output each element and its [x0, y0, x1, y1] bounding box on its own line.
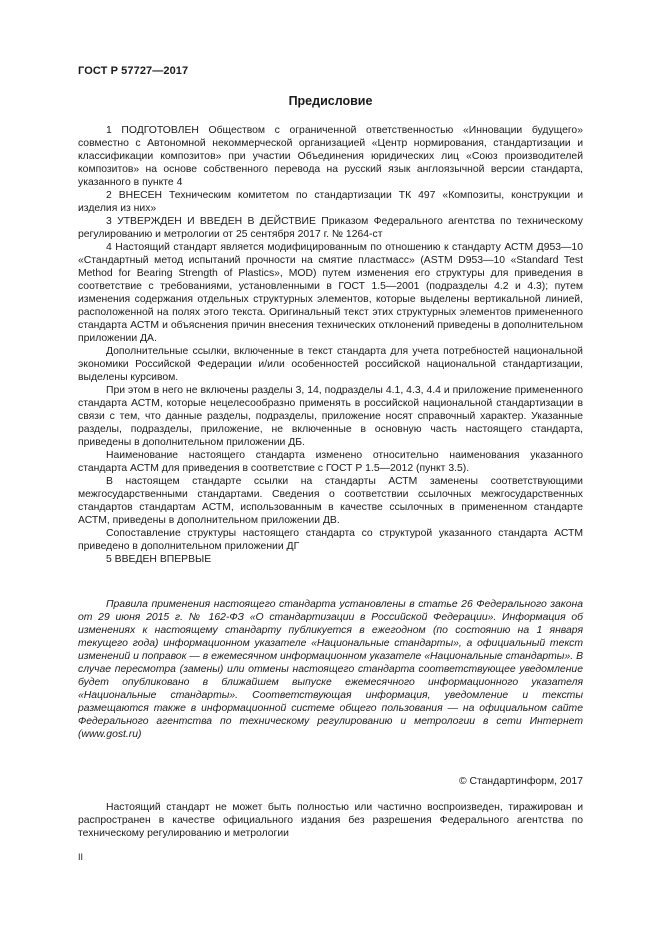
foreword-body: [78, 124, 583, 566]
paragraph-title-change: Наименование настоящего стандарта изменено относительно наименования указанного стандарта АСТМ для приведения в соответствие с ГОСТ Р 1.5—2012 (пункт 3.5).: [78, 450, 583, 474]
paragraph-approved: 3 УТВЕРЖДЕН И ВВЕДЕН В ДЕЙСТВИЕ Приказом Федерального агентства по техническому регулированию и метрологии от 25 сентября 2017 г. № 1264-ст: [78, 216, 583, 240]
reproduction-notice: [78, 801, 583, 840]
paragraph-structure-comparison: Сопоставление структуры настоящего стандарта со структурой указанного стандарта АСТМ приведено в дополнительном приложении ДГ: [78, 528, 583, 552]
paragraph-prepared-by: 1 ПОДГОТОВЛЕН Обществом с ограниченной ответственностью «Инновации будущего» совместно с Автономной некоммерческой организацией «Центр нормирования, стандартизации и классификации композитов» при участии Объединения юридических лиц «Союз производителей композитов» на основе собственного перевода на русский язык англоязычной версии стандарта, указанного в пункте 4: [78, 125, 583, 188]
section-title: Предисловие: [288, 94, 373, 108]
paragraph-references-replaced: В настоящем стандарте ссылки на стандарты АСТМ заменены соответствующими межгосударственными стандартами. Сведения о соответствии ссылочных межгосударственных стандартов стандартам АСТМ, использованным в качестве ссылочных в примененном стандарте АСТМ, приведены в дополнительном приложении ДВ.: [78, 476, 583, 526]
paragraph-modification: 4 Настоящий стандарт является модифицированным по отношению к стандарту АСТМ Д953—10 «Стандартный метод испытаний прочности на смятие пластмасс» (ASTM D953—10 «Standard Test Method for Bearing Strength of Plastics», MOD) путем изменения его структуры для приведения в соответствие с требованиями, установленными в ГОСТ 1.5—2001 (подразделы 4.2 и 4.3); путем изменения содержания отдельных структурных элементов, которые выделены вертикальной линией, расположенной на полях этого текста. Оригинальный текст этих структурных элементов примененного стандарта АСТМ и объяснения причин внесения технических отклонений приведены в дополнительном приложении ДА.: [78, 242, 583, 344]
copyright-line: © Стандартинформ, 2017: [458, 776, 583, 787]
application-rules-notice: [78, 598, 583, 741]
reproduction-text: Настоящий стандарт не может быть полностью или частично воспроизведен, тиражирован и распространен в качестве официального издания без разрешения Федерального агентства по техническому регулированию и метрологии: [78, 802, 583, 839]
paragraph-excluded-sections: При этом в него не включены разделы 3, 14, подразделы 4.1, 4.3, 4.4 и приложение примененного стандарта АСТМ, которые нецелесообразно применять в российской национальной стандартизации в связи с тем, что данные разделы, подразделы, приложение носят справочный характер. Указанные разделы, подразделы, приложение, не включенные в основную часть настоящего стандарта, приведены в дополнительном приложении ДБ.: [78, 385, 583, 448]
paragraph-introduced-first: 5 ВВЕДЕН ВПЕРВЫЕ: [106, 554, 212, 565]
paragraph-additional-references: Дополнительные ссылки, включенные в текст стандарта для учета потребностей национальной экономики Российской Федерации и/или особенностей российской национальной стандартизации, выделены курсивом.: [78, 346, 583, 383]
document-code: ГОСТ Р 57727—2017: [78, 65, 189, 77]
notice-text: Правила применения настоящего стандарта установлены в статье 26 Федерального закона от 29 июня 2015 г. № 162-ФЗ «О стандартизации в Российской Федерации». Информация об изменениях к настоящему стандарту публикуется в ежегодном (по состоянию на 1 января текущего года) информационном указателе «Национальные стандарты», а официальный текст изменений и поправок — в ежемесячном информационном указателе «Национальные стандарты». В случае пересмотра (замены) или отмены настоящего стандарта соответствующее уведомление будет опубликовано в ближайшем выпуске ежемесячного информационного указателя «Национальные стандарты». Соответствующая информация, уведомление и тексты размещаются также в информационной системе общего пользования — на официальном сайте Федерального агентства по техническому регулированию и метрологии в сети Интернет (www.gost.ru): [78, 599, 583, 740]
page-number: II: [78, 852, 84, 862]
paragraph-introduced-by: 2 ВНЕСЕН Техническим комитетом по стандартизации ТК 497 «Композиты, конструкции и изделия из них»: [78, 190, 583, 214]
